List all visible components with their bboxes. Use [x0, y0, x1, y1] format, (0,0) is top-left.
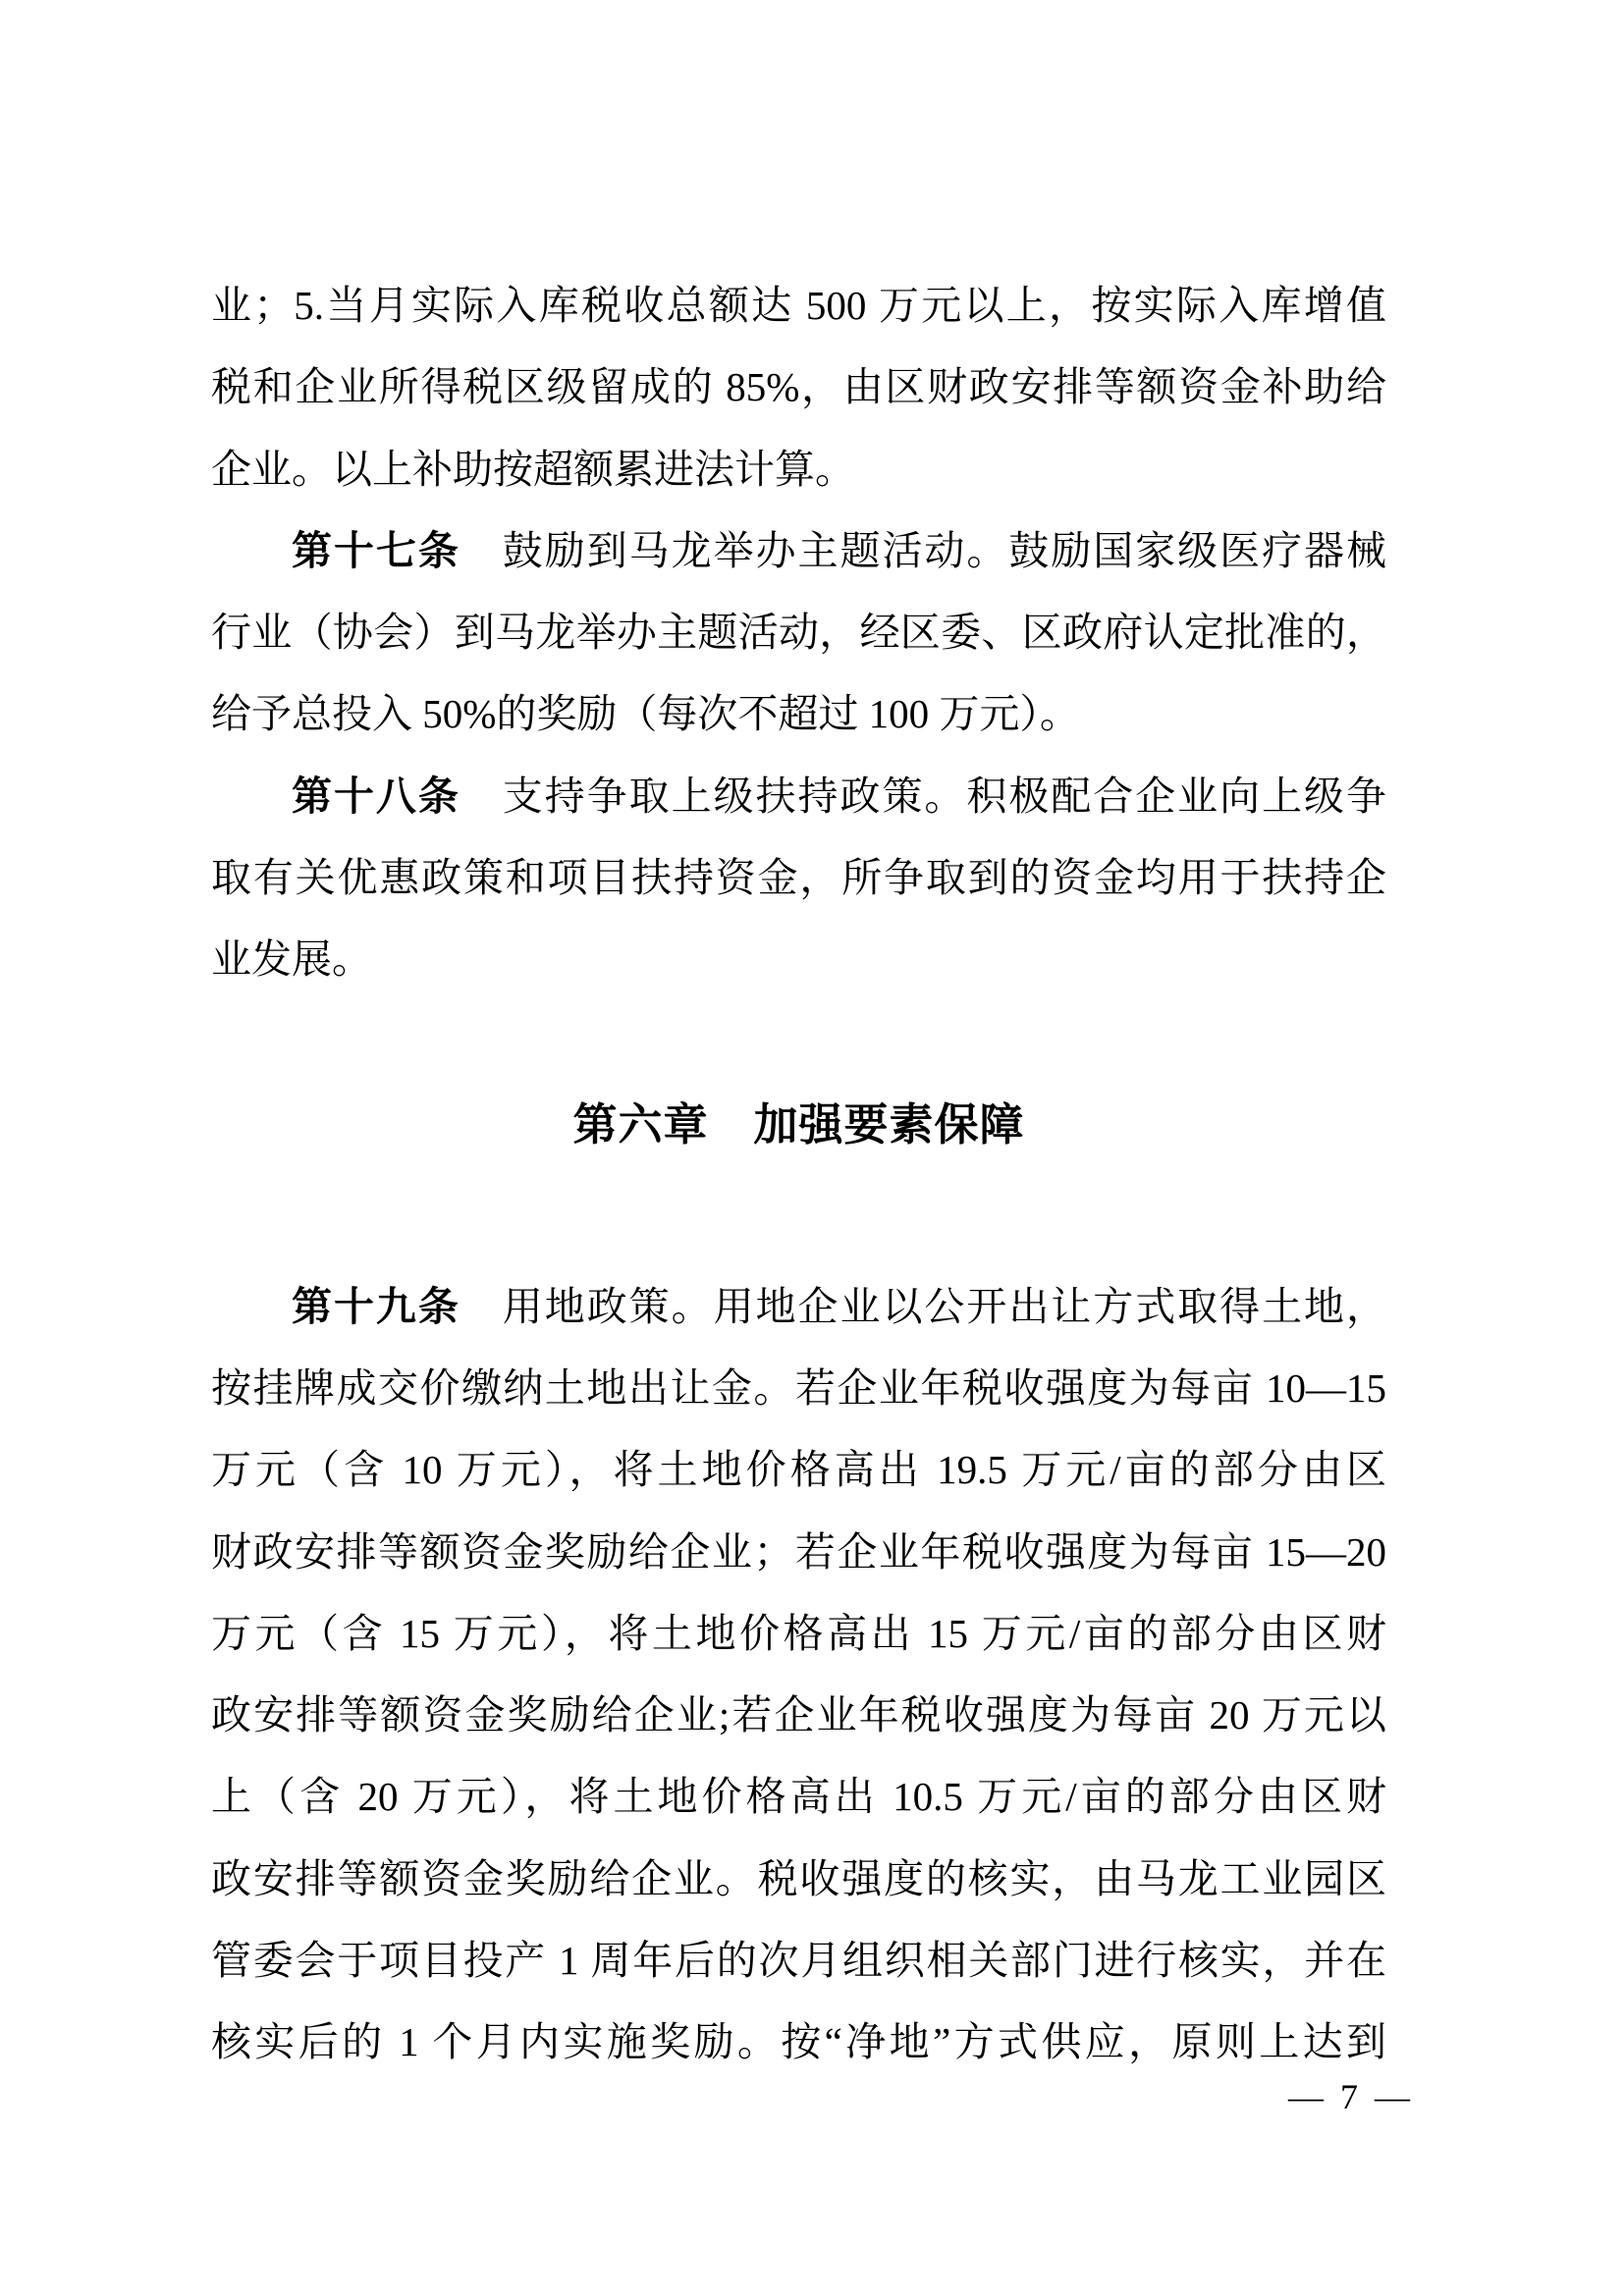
text-run: 政安排等额资金奖励给企业。税收强度的核实，由马龙工业园区 — [211, 1855, 1386, 1901]
text-run: 业；5.当月实际入库税收总额达 500 万元以上，按实际入库增值 — [211, 283, 1386, 328]
text-run: 业发展。 — [211, 936, 372, 983]
text-run: 财政安排等额资金奖励给企业；若企业年税收强度为每亩 15—20 — [211, 1528, 1386, 1575]
article-number: 第十九条 — [292, 1283, 460, 1329]
text-line — [211, 1920, 1386, 2002]
text-run: 按挂牌成交价缴纳土地出让金。若企业年税收强度为每亩 10—15 — [211, 1364, 1386, 1411]
text-run: 企业。以上补助按超额累进法计算。 — [211, 446, 855, 492]
text-run: 给予总投入 50%的奖励（每次不超过 100 万元）。 — [211, 691, 1080, 737]
text-run: 税和企业所得税区级留成的 85%，由区财政安排等额资金补助给 — [211, 364, 1386, 410]
text-run: 管委会于项目投产 1 周年后的次月组织相关部门进行核实，并在 — [211, 1938, 1386, 1984]
text-line — [211, 592, 1386, 673]
text-run: 支持争取上级扶持政策。积极配合企业向上级争 — [460, 773, 1386, 819]
text-run: 政安排等额资金奖励给企业;若企业年税收强度为每亩 20 万元以 — [211, 1692, 1386, 1738]
text-run: 行业（协会）到马龙举办主题活动，经区委、区政府认定批准的， — [211, 610, 1386, 656]
text-line — [211, 1756, 1386, 1838]
text-run: 取有关优惠政策和项目扶持资金，所争取到的资金均用于扶持企 — [211, 855, 1386, 901]
text-run: 鼓励到马龙举办主题活动。鼓励国家级医疗器械 — [460, 527, 1386, 573]
text-line — [211, 2002, 1386, 2083]
text-line — [211, 756, 1386, 837]
page-number: — 7 — — [1288, 2077, 1414, 2116]
text-line — [211, 1593, 1386, 1675]
text-run: 用地政策。用地企业以公开出让方式取得土地， — [460, 1283, 1386, 1329]
text-line — [211, 510, 1386, 592]
chapter-heading: 第六章 加强要素保障 — [572, 1098, 1025, 1149]
article-number: 第十八条 — [292, 773, 460, 819]
text-line — [211, 919, 1386, 1000]
text-line — [211, 837, 1386, 919]
text-line — [211, 1429, 1386, 1511]
text-line — [211, 1266, 1386, 1348]
text-line — [211, 1348, 1386, 1429]
text-run: 万元（含 10 万元），将土地价格高出 19.5 万元/亩的部分由区 — [211, 1447, 1386, 1493]
text-run: 万元（含 15 万元），将土地价格高出 15 万元/亩的部分由区财 — [211, 1610, 1386, 1656]
article-number: 第十七条 — [292, 527, 460, 573]
text-line — [211, 1512, 1386, 1593]
text-run: 上（含 20 万元），将土地价格高出 10.5 万元/亩的部分由区财 — [211, 1774, 1386, 1820]
text-line — [211, 1839, 1386, 1920]
text-run: 核实后的 1 个月内实施奖励。按“净地”方式供应，原则上达到 — [211, 2019, 1386, 2065]
text-line — [211, 265, 1386, 347]
document-body — [211, 265, 1386, 2084]
text-line — [211, 429, 1386, 510]
text-line — [211, 1675, 1386, 1756]
text-line — [211, 673, 1386, 755]
text-line — [211, 347, 1386, 428]
